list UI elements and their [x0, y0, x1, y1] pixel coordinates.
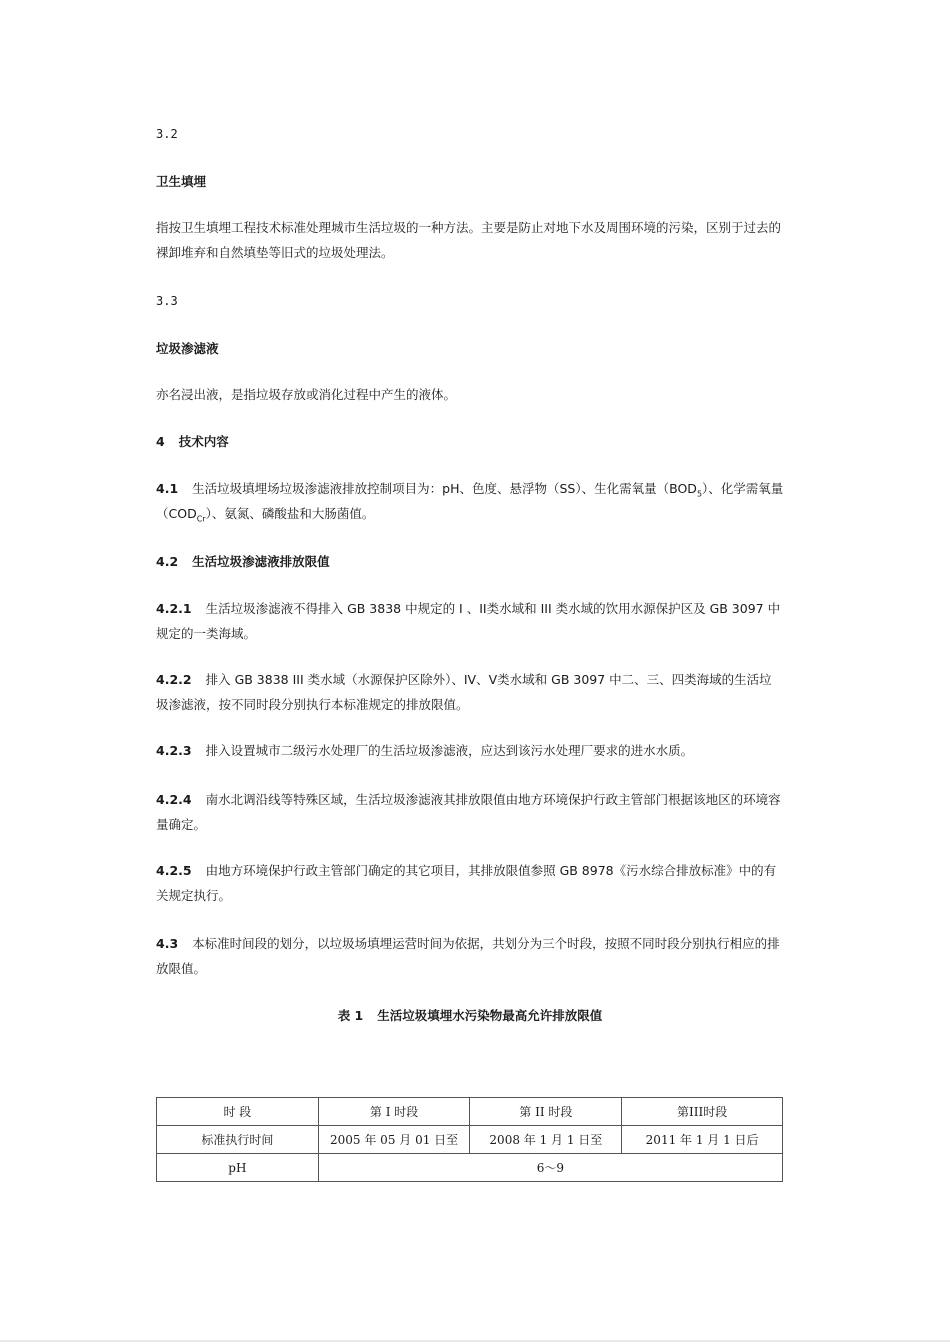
- definition-paragraph: 指按卫生填埋工程技术标准处理城市生活垃圾的一种方法。主要是防止对地下水及周围环境的污染，区别于过去的裸卸堆弃和自然填垫等旧式的垃圾处理法。: [156, 220, 782, 260]
- table-row: [157, 1126, 783, 1154]
- section-title: 生活垃圾渗滤液排放限值: [192, 554, 330, 569]
- section-number: 4.3: [156, 936, 179, 951]
- clause-text: 南水北调沿线等特殊区域，生活垃圾渗滤液其排放限值由地方环境保护行政主管部门根据该地区的环境容量确定。: [156, 792, 781, 832]
- section-number: 3.2: [156, 127, 178, 141]
- table-cell: 6～9: [318, 1154, 782, 1182]
- table-cell: 第 I 时段: [318, 1098, 470, 1126]
- clause-text: 生活垃圾渗滤液不得排入 GB 3838 中规定的 I 、II类水域和 III 类水域的饮用水源保护区及 GB 3097 中规定的一类海域。: [156, 601, 781, 641]
- section-number: 4: [156, 434, 165, 449]
- clause-paragraph: [156, 667, 784, 717]
- table-cell: 2005 年 05 月 01 日至: [318, 1126, 470, 1154]
- clause-paragraph: [156, 738, 784, 763]
- definition-paragraph: 亦名浸出液，是指垃圾存放或消化过程中产生的液体。: [156, 387, 457, 402]
- term-heading: 垃圾渗滤液: [156, 341, 219, 356]
- section-number: 4.2.3: [156, 743, 192, 758]
- clause-text: ）、化学需氧量（COD: [156, 481, 784, 521]
- section-number: 4.2.5: [156, 863, 192, 878]
- table-cell: 标准执行时间: [157, 1126, 319, 1154]
- table-cell: 第 II 时段: [470, 1098, 622, 1126]
- section-number: 4.2.1: [156, 601, 192, 616]
- table-caption-title: 生活垃圾填埋水污染物最高允许排放限值: [377, 1008, 603, 1023]
- section-number: 4.2: [156, 554, 179, 569]
- clause-paragraph: [156, 787, 784, 837]
- table-row: [157, 1154, 783, 1182]
- section-number: 4.2.2: [156, 672, 192, 687]
- subscript: 5: [696, 489, 703, 499]
- clause-text: 生活垃圾填埋场垃圾渗滤液排放控制项目为：pH、色度、悬浮物（SS）、生化需氧量（BOD: [192, 481, 697, 496]
- scan-edge: [0, 1340, 950, 1342]
- clause-paragraph: [156, 596, 784, 646]
- subscript: Cr: [196, 514, 206, 524]
- chapter-heading: [156, 429, 784, 454]
- section-title: 技术内容: [178, 434, 229, 449]
- clause-text: 本标准时间段的划分，以垃圾场填埋运营时间为依据，共划分为三个时段，按照不同时段分别执行相应的排放限值。: [156, 936, 780, 976]
- clause-paragraph: [156, 476, 784, 526]
- section-heading: [156, 549, 784, 574]
- table-header-row: [157, 1098, 783, 1126]
- table-cell: 第III时段: [622, 1098, 783, 1126]
- section-number: 4.2.4: [156, 792, 192, 807]
- table-cell: 时 段: [157, 1098, 319, 1126]
- clause-text: ）、氨氮、磷酸盐和大肠菌值。: [205, 506, 375, 521]
- clause-paragraph: [156, 858, 784, 908]
- emission-limits-table: [156, 1097, 783, 1182]
- table-cell: 2011 年 1 月 1 日后: [622, 1126, 783, 1154]
- clause-text: 排入设置城市二级污水处理厂的生活垃圾渗滤液，应达到该污水处理厂要求的进水水质。: [205, 743, 694, 758]
- section-number: 4.1: [156, 481, 179, 496]
- clause-paragraph: [156, 931, 784, 981]
- clause-text: 排入 GB 3838 III 类水域（水源保护区除外）、IV、V类水域和 GB 3097 中二、三、四类海域的生活垃圾渗滤液，按不同时段分别执行本标准规定的排放限值。: [156, 672, 772, 712]
- table-cell: pH: [157, 1154, 319, 1182]
- section-number: 3.3: [156, 294, 178, 308]
- table-cell: 2008 年 1 月 1 日至: [470, 1126, 622, 1154]
- table-caption: [156, 1003, 784, 1028]
- term-heading: 卫生填埋: [156, 174, 207, 189]
- clause-text: 由地方环境保护行政主管部门确定的其它项目，其排放限值参照 GB 8978《污水综合排放标准》中的有关规定执行。: [156, 863, 777, 903]
- table-caption-number: 表 1: [337, 1008, 364, 1023]
